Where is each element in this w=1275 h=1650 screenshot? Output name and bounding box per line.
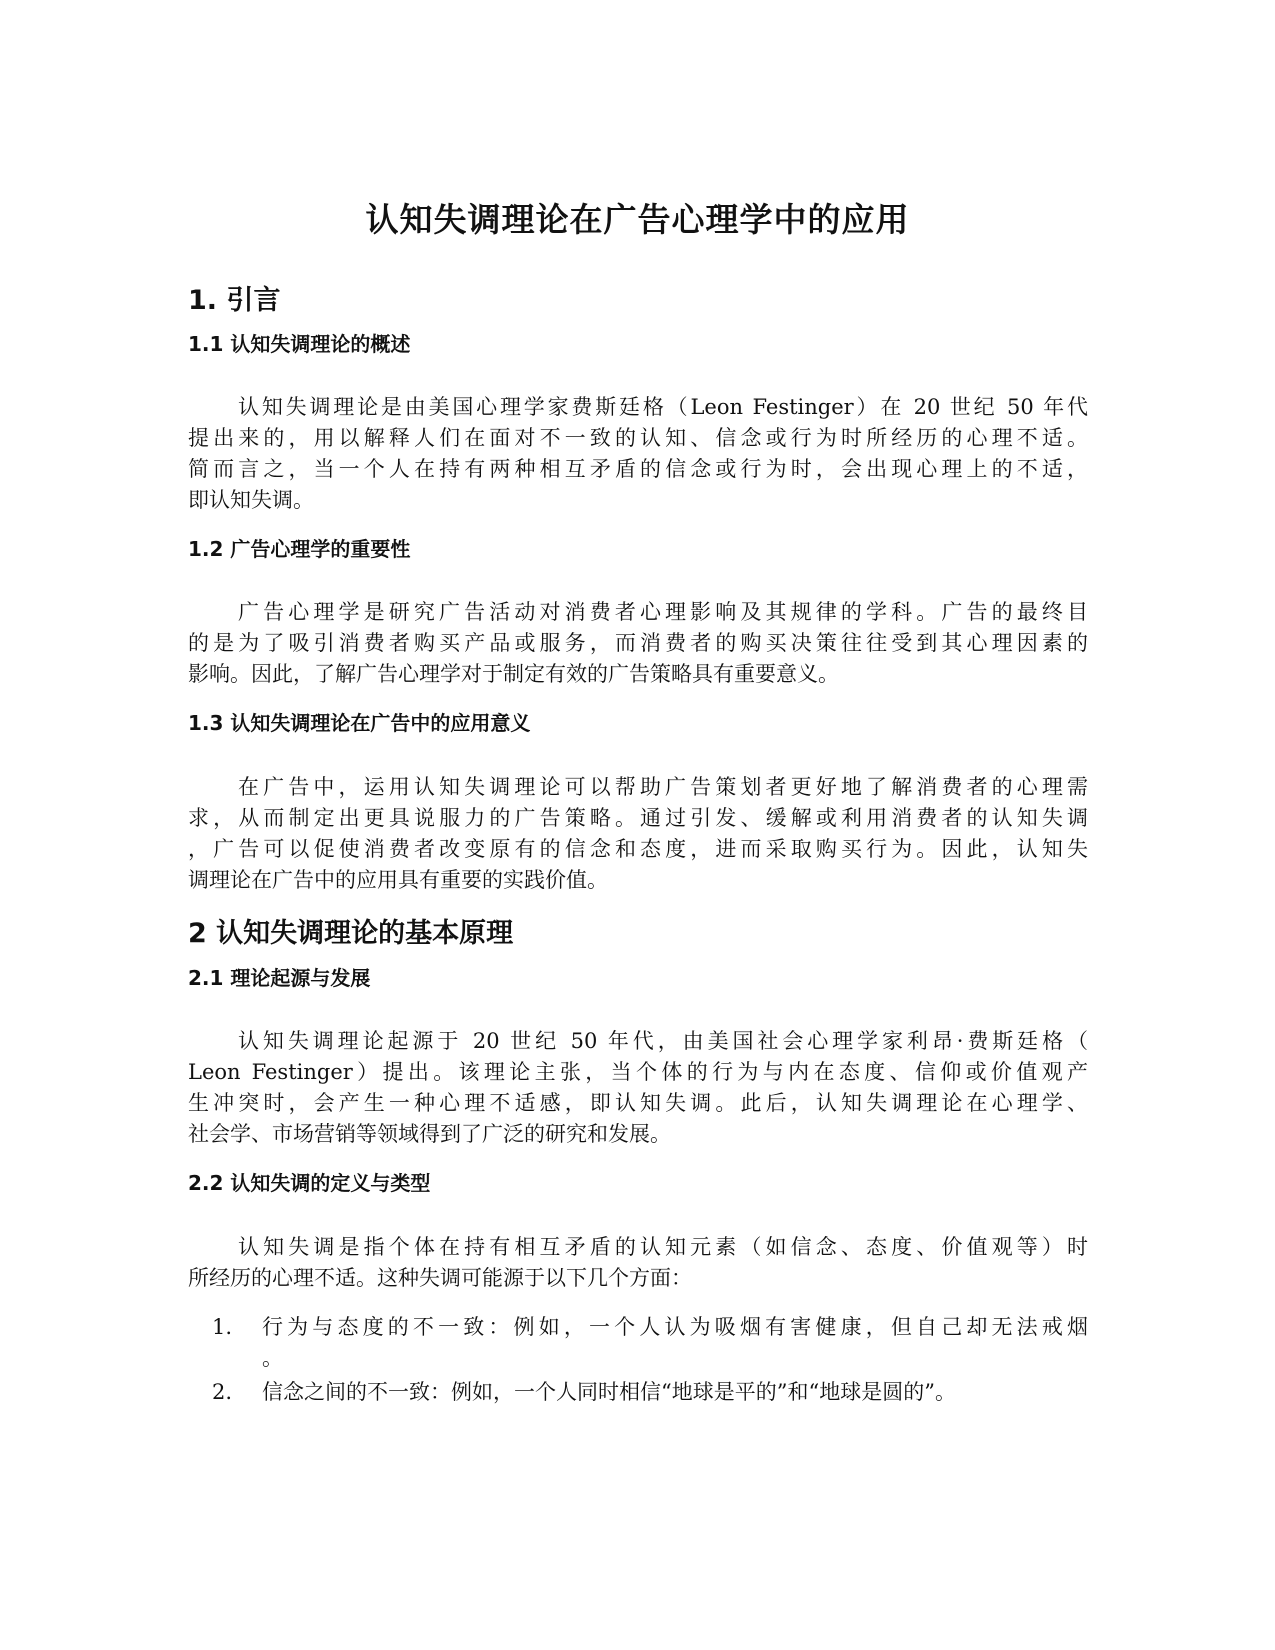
paragraph-line: 提出来的，用以解释人们在面对不一致的认知、信念或行为时所经历的心理不适。 xyxy=(188,426,1088,450)
paragraph-line: 即认知失调。 xyxy=(188,488,314,512)
list-item-line: 。 xyxy=(262,1346,283,1370)
list-item-line: 信念之间的不一致：例如，一个人同时相信“地球是平的”和“地球是圆的”。 xyxy=(262,1380,956,1404)
paragraph-line: 生冲突时，会产生一种心理不适感，即认知失调。此后，认知失调理论在心理学、 xyxy=(188,1091,1088,1115)
paragraph-1-3 xyxy=(188,772,1088,896)
paragraph-line: Leon Festinger）提出。该理论主张，当个体的行为与内在态度、信仰或价值观产 xyxy=(188,1060,1088,1084)
subsection-heading-1-2: 1.2 广告心理学的重要性 xyxy=(188,537,411,561)
list-item-text xyxy=(262,1377,1088,1408)
paragraph-1-2 xyxy=(188,597,1088,690)
subsection-heading-1-1: 1.1 认知失调理论的概述 xyxy=(188,332,411,356)
paragraph-line: 求，从而制定出更具说服力的广告策略。通过引发、缓解或利用消费者的认知失调 xyxy=(188,806,1088,830)
paragraph-line: 认知失调理论是由美国心理学家费斯廷格（Leon Festinger）在 20 世纪 50 年代 xyxy=(238,395,1088,419)
list-item-line: 行为与态度的不一致：例如，一个人认为吸烟有害健康，但自己却无法戒烟 xyxy=(262,1315,1088,1339)
paragraph-line: 社会学、市场营销等领域得到了广泛的研究和发展。 xyxy=(188,1122,671,1146)
list-item xyxy=(188,1377,1088,1408)
paragraph-line: ，广告可以促使消费者改变原有的信念和态度，进而采取购买行为。因此，认知失 xyxy=(188,837,1088,861)
paragraph-line: 认知失调是指个体在持有相互矛盾的认知元素（如信念、态度、价值观等）时 xyxy=(238,1235,1088,1259)
paragraph-line: 影响。因此，了解广告心理学对于制定有效的广告策略具有重要意义。 xyxy=(188,662,839,686)
document-title: 认知失调理论在广告心理学中的应用 xyxy=(365,200,910,239)
paragraph-line: 调理论在广告中的应用具有重要的实践价值。 xyxy=(188,868,608,892)
section-heading-2: 2 认知失调理论的基本原理 xyxy=(188,918,514,949)
paragraph-line: 认知失调理论起源于 20 世纪 50 年代，由美国社会心理学家利昂·费斯廷格（ xyxy=(238,1029,1088,1053)
paragraph-2-2 xyxy=(188,1232,1088,1294)
paragraph-line: 的是为了吸引消费者购买产品或服务，而消费者的购买决策往往受到其心理因素的 xyxy=(188,631,1088,655)
subsection-heading-2-1: 2.1 理论起源与发展 xyxy=(188,966,371,990)
list-item xyxy=(188,1312,1088,1374)
paragraph-2-1 xyxy=(188,1026,1088,1150)
paragraph-line: 简而言之，当一个人在持有两种相互矛盾的信念或行为时，会出现心理上的不适， xyxy=(188,457,1088,481)
list-item-text xyxy=(262,1312,1088,1374)
list-item-number: 2. xyxy=(212,1380,233,1404)
subsection-heading-2-2: 2.2 认知失调的定义与类型 xyxy=(188,1171,431,1195)
subsection-heading-1-3: 1.3 认知失调理论在广告中的应用意义 xyxy=(188,711,531,735)
paragraph-line: 所经历的心理不适。这种失调可能源于以下几个方面： xyxy=(188,1266,692,1290)
paragraph-line: 在广告中，运用认知失调理论可以帮助广告策划者更好地了解消费者的心理需 xyxy=(238,775,1088,799)
list-item-number: 1. xyxy=(212,1315,233,1339)
section-heading-1: 1. 引言 xyxy=(188,285,281,316)
paragraph-1-1 xyxy=(188,392,1088,516)
paragraph-line: 广告心理学是研究广告活动对消费者心理影响及其规律的学科。广告的最终目 xyxy=(238,600,1088,624)
